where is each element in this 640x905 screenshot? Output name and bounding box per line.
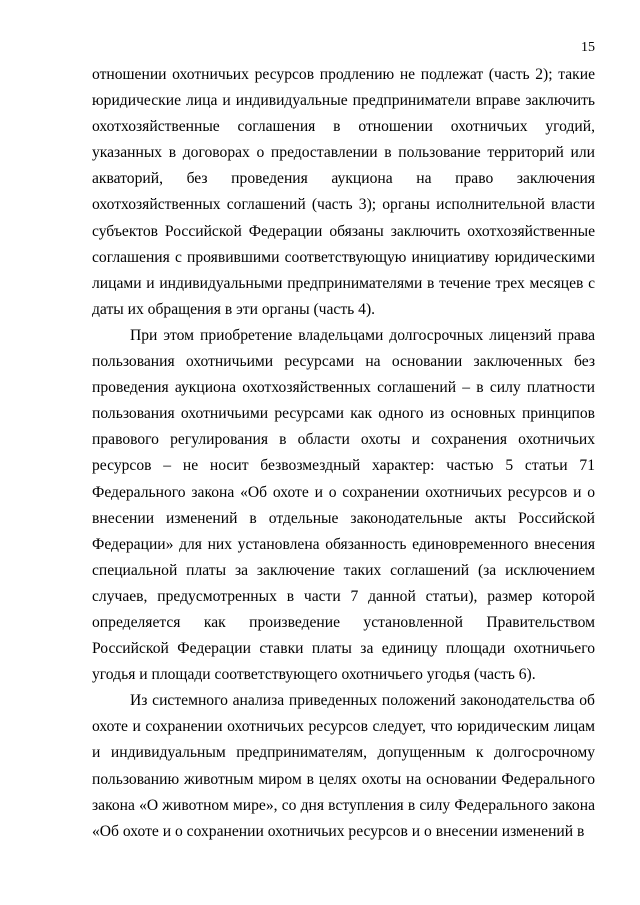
paragraph-continuation: отношении охотничьих ресурсов продлению не подлежат (часть 2); такие юридические лица и индивидуальные предприниматели вправе заключить охотхозяйственные соглашения в отношении охотничьих угодий, указанных в договорах о предоставлении в пользование территорий или акваторий, без проведения аукциона на право заключения охотхозяйственных соглашений (часть 3); органы исполнительной власти субъектов Российской Федерации обязаны заключить охотхозяйственные соглашения с проявившими соответствующую инициативу юридическими лицами и индивидуальными предпринимателями в течение трех месяцев с даты их обращения в эти органы (часть 4). [92,66,595,318]
paragraph-analysis: Из системного анализа приведенных положений законодательства об охоте и сохранении охотничьих ресурсов следует, что юридическим лицам и индивидуальным предпринимателям, допущенным к долгосрочному пользованию животным миром в целях охоты на основании Федерального закона «О животном мире», со дня вступления в силу Федерального закона «Об охоте и о сохранении охотничьих ресурсов и о внесении изменений в [92,692,595,840]
body-text [92,62,595,845]
paragraph-payment: При этом приобретение владельцами долгосрочных лицензий права пользования охотничьими ресурсами на основании заключенных без проведения аукциона охотхозяйственных соглашений – в силу платности пользования охотничьими ресурсами как одного из основных принципов правового регулирования в области охоты и сохранения охотничьих ресурсов – не носит безвозмездный характер: частью 5 статьи 71 Федерального закона «Об охоте и о сохранении охотничьих ресурсов и о внесении изменений в отдельные законодательные акты Российской Федерации» для них установлена обязанность единовременного внесения специальной платы за заключение таких соглашений (за исключением случаев, предусмотренных в части 7 данной статьи), размер которой определяется как произведение установленной Правительством Российской Федерации ставки платы за единицу площади охотничьего угодья и площади соответствующего охотничьего угодья (часть 6). [92,326,595,684]
page-number: 15 [581,40,595,55]
